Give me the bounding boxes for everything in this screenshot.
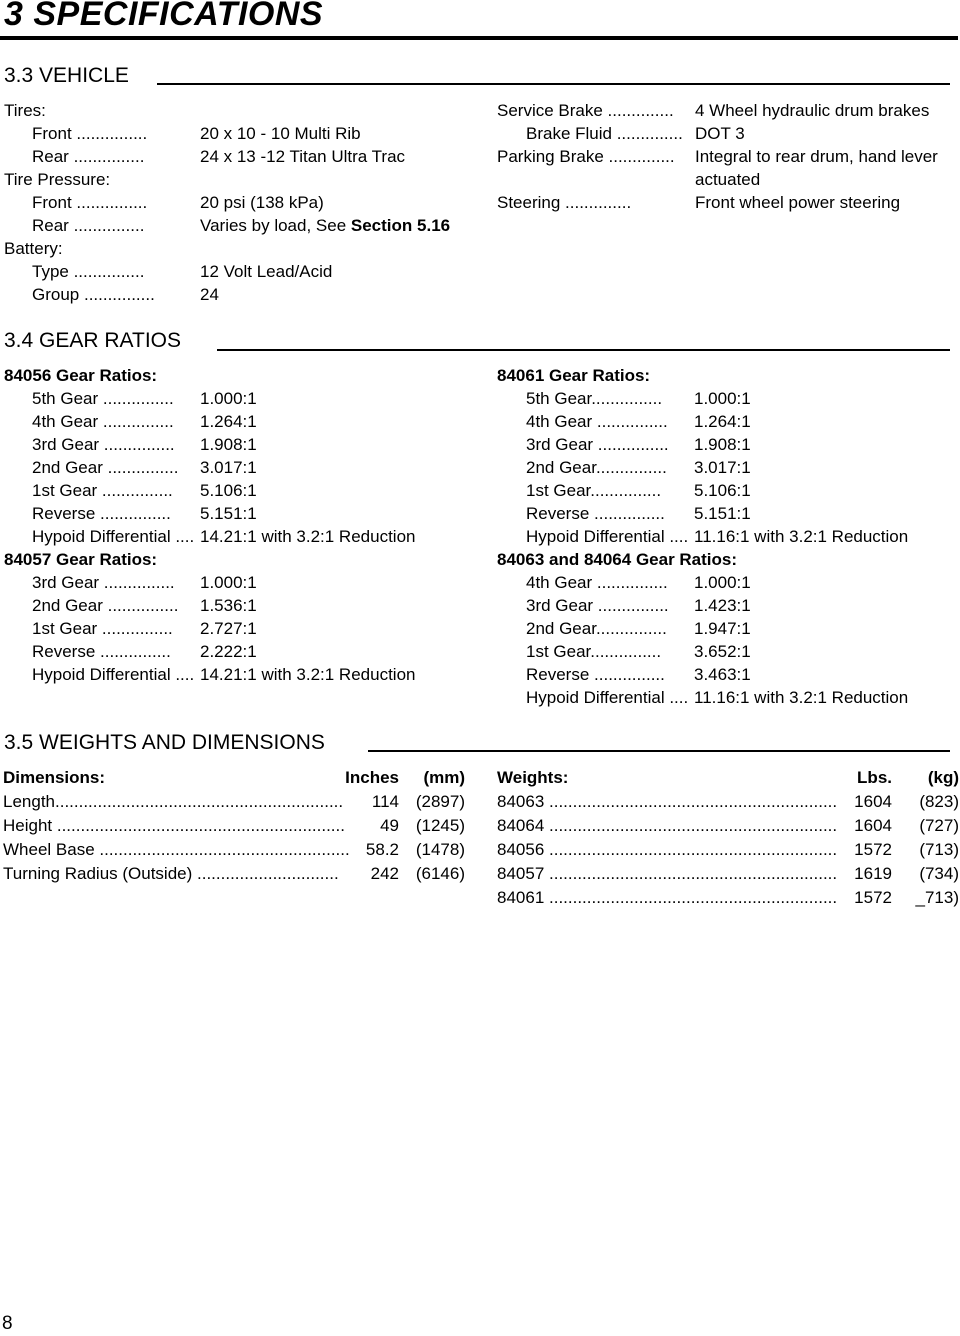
gear-label: 4th Gear ............... (526, 412, 668, 431)
spec-label: Battery: (4, 239, 63, 258)
spec-label: Rear ............... (32, 147, 145, 166)
gear-ratio: 11.16:1 with 3.2:1 Reduction (694, 688, 909, 707)
column-header-b: (kg) (927, 768, 959, 787)
gear-row (32, 640, 472, 663)
row-label: Height ............................................................. (3, 816, 345, 835)
spec-label: Tires: (4, 101, 46, 120)
table-row (3, 790, 465, 814)
spec-value-bold: Section 5.16 (350, 216, 451, 235)
gear-ratio: 2.222:1 (200, 642, 257, 661)
gear-label: 4th Gear ............... (32, 412, 174, 431)
gear-label: 1st Gear............... (526, 642, 662, 661)
gear-ratio: 14.21:1 with 3.2:1 Reduction (200, 527, 416, 546)
gear-label: Reverse ............... (32, 642, 171, 661)
chapter-title: 3 SPECIFICATIONS (4, 0, 324, 33)
spec-row (32, 260, 492, 283)
row-label: 84056 ............................................................. (497, 840, 838, 859)
spec-label: Tire Pressure: (4, 170, 111, 189)
gear-row (526, 410, 960, 433)
gear-label: 2nd Gear ............... (32, 458, 179, 477)
column-header-a: Lbs. (857, 768, 892, 787)
row-value-a: 1572 (854, 888, 892, 907)
row-value-b: (734) (919, 864, 959, 883)
spec-value-text: 20 x 10 - 10 Multi Rib (200, 124, 361, 143)
gear-label: 5th Gear ............... (32, 389, 174, 408)
gear-row (526, 525, 960, 548)
spec-value: Integral to rear drum, hand lever (695, 147, 938, 166)
gear-row (32, 525, 472, 548)
spec-label: Front ............... (32, 124, 148, 143)
weights-heading-rule (368, 750, 950, 752)
table-title: Dimensions: (3, 768, 106, 787)
gear-label: 2nd Gear............... (526, 458, 667, 477)
spec-row (32, 191, 492, 214)
gear-label: 5th Gear............... (526, 389, 663, 408)
spec-label: Front ............... (32, 193, 148, 212)
gear-ratio: 1.947:1 (694, 619, 751, 638)
row-value-a: 1572 (854, 840, 892, 859)
gear-label: 3rd Gear ............... (526, 596, 669, 615)
gear-ratio: 1.000:1 (694, 573, 751, 592)
spec-row (32, 145, 492, 168)
gear-row (32, 456, 472, 479)
row-value-b: (1245) (415, 816, 465, 835)
spec-row (4, 237, 464, 260)
gear-ratio: 1.000:1 (694, 389, 751, 408)
gear-ratio: 3.017:1 (200, 458, 257, 477)
row-value-a: 49 (380, 816, 399, 835)
spec-value (200, 214, 450, 237)
row-label: Wheel Base ..................................................... (3, 840, 350, 859)
table-row (3, 838, 465, 862)
spec-label: Steering .............. (497, 193, 632, 212)
spec-label: Service Brake .............. (497, 101, 674, 120)
gear-label: Reverse ............... (526, 665, 665, 684)
row-value-a: 1604 (854, 792, 892, 811)
spec-value-text: 24 x 13 -12 Titan Ultra Trac (200, 147, 406, 166)
spec-row (32, 122, 492, 145)
row-value-b: (1478) (415, 840, 465, 859)
gear-label: Hypoid Differential .... (32, 527, 195, 546)
gear-row (526, 456, 960, 479)
gear-label: 1st Gear ............... (32, 619, 173, 638)
row-label: 84057 ............................................................. (497, 864, 838, 883)
table-row (497, 814, 959, 838)
spec-label: Type ............... (32, 262, 145, 281)
gear-ratio: 1.423:1 (694, 596, 751, 615)
gear-label: 1st Gear............... (526, 481, 662, 500)
row-value-b: _713) (915, 888, 959, 907)
spec-value: 4 Wheel hydraulic drum brakes (695, 101, 930, 120)
table-header (497, 766, 959, 790)
gear-ratio: 1.000:1 (200, 389, 257, 408)
gear-label: Reverse ............... (32, 504, 171, 523)
spec-value (200, 145, 405, 168)
spec-value: actuated (695, 170, 761, 189)
table-row (3, 862, 465, 886)
gear-label: 3rd Gear ............... (32, 573, 175, 592)
table-row (497, 838, 959, 862)
spec-row (32, 283, 492, 306)
gear-row (32, 594, 472, 617)
gear-label: 4th Gear ............... (526, 573, 668, 592)
row-value-a: 242 (370, 864, 399, 883)
gear-ratio: 3.017:1 (694, 458, 751, 477)
gear-ratio: 14.21:1 with 3.2:1 Reduction (200, 665, 416, 684)
page-number: 8 (2, 1313, 13, 1334)
gear-heading-rule (217, 349, 950, 351)
gear-row (32, 663, 472, 686)
gear-row (32, 617, 472, 640)
gear-ratio: 1.908:1 (694, 435, 751, 454)
gear-ratio: 1.000:1 (200, 573, 257, 592)
spec-value-text: 12 Volt Lead/Acid (200, 262, 333, 281)
spec-label: Brake Fluid .............. (526, 124, 683, 143)
gear-label: Reverse ............... (526, 504, 665, 523)
gear-group-title: 84056 Gear Ratios: (4, 366, 158, 385)
gear-row (526, 617, 960, 640)
row-value-b: (727) (919, 816, 959, 835)
table-title: Weights: (497, 768, 569, 787)
gear-row (526, 686, 960, 709)
gear-ratio: 11.16:1 with 3.2:1 Reduction (694, 527, 909, 546)
spec-row (497, 168, 957, 191)
gear-ratio: 5.151:1 (694, 504, 751, 523)
gear-label: Hypoid Differential .... (526, 688, 689, 707)
spec-row (497, 191, 957, 214)
gear-ratio: 2.727:1 (200, 619, 257, 638)
spec-value-text: Varies by load, See (200, 216, 351, 235)
gear-row (32, 571, 472, 594)
table-row (497, 886, 959, 910)
gear-ratio: 1.908:1 (200, 435, 257, 454)
chapter-rule (0, 36, 958, 40)
vehicle-heading-rule (157, 83, 950, 85)
spec-value (200, 283, 219, 306)
row-label: 84063 ............................................................. (497, 792, 838, 811)
row-value-b: (823) (919, 792, 959, 811)
row-label: Length............................................................. (3, 792, 344, 811)
spec-value (200, 191, 324, 214)
gear-heading: 3.4 GEAR RATIOS (4, 329, 181, 352)
spec-row (32, 214, 492, 237)
gear-label: 2nd Gear ............... (32, 596, 179, 615)
gear-row (526, 640, 960, 663)
gear-row (32, 502, 472, 525)
spec-row (497, 145, 957, 168)
vehicle-heading: 3.3 VEHICLE (4, 64, 129, 87)
row-label: Turning Radius (Outside) .............................. (3, 864, 339, 883)
gear-label: 3rd Gear ............... (526, 435, 669, 454)
gear-row (32, 410, 472, 433)
gear-row (526, 502, 960, 525)
gear-row (526, 663, 960, 686)
column-header-b: (mm) (423, 768, 465, 787)
spec-label: Parking Brake .............. (497, 147, 675, 166)
gear-ratio: 1.264:1 (200, 412, 257, 431)
gear-ratio: 1.264:1 (694, 412, 751, 431)
spec-label: Rear ............... (32, 216, 145, 235)
weights-heading: 3.5 WEIGHTS AND DIMENSIONS (4, 731, 325, 754)
gear-ratio: 1.536:1 (200, 596, 257, 615)
column-header-a: Inches (345, 768, 399, 787)
row-value-b: (6146) (415, 864, 465, 883)
row-value-a: 58.2 (365, 840, 399, 859)
spec-row (497, 99, 957, 122)
gear-row (32, 433, 472, 456)
gear-group-title: 84061 Gear Ratios: (497, 366, 651, 385)
gear-label: Hypoid Differential .... (526, 527, 689, 546)
spec-row (4, 168, 464, 191)
gear-row (526, 571, 960, 594)
table-row (497, 862, 959, 886)
gear-label: 2nd Gear............... (526, 619, 667, 638)
gear-ratio: 5.106:1 (200, 481, 257, 500)
row-value-a: 114 (371, 792, 399, 811)
spec-value-text: 24 (200, 285, 219, 304)
table-header (3, 766, 465, 790)
spec-row (526, 122, 960, 145)
gear-label: Hypoid Differential .... (32, 665, 195, 684)
table-row (497, 790, 959, 814)
table-row (3, 814, 465, 838)
gear-ratio: 3.652:1 (694, 642, 751, 661)
row-value-b: (2897) (415, 792, 465, 811)
gear-row (526, 433, 960, 456)
gear-group-title: 84063 and 84064 Gear Ratios: (497, 550, 738, 569)
spec-value: DOT 3 (695, 124, 745, 143)
spec-value: Front wheel power steering (695, 193, 901, 212)
row-value-a: 1619 (854, 864, 892, 883)
gear-row (526, 594, 960, 617)
spec-value (200, 122, 361, 145)
spec-label: Group ............... (32, 285, 155, 304)
spec-value (200, 260, 332, 283)
gear-ratio: 5.106:1 (694, 481, 751, 500)
gear-group-title: 84057 Gear Ratios: (4, 550, 158, 569)
row-value-b: (713) (919, 840, 959, 859)
gear-label: 1st Gear ............... (32, 481, 173, 500)
gear-label: 3rd Gear ............... (32, 435, 175, 454)
gear-ratio: 5.151:1 (200, 504, 257, 523)
gear-row (32, 387, 472, 410)
gear-row (526, 387, 960, 410)
gear-row (32, 479, 472, 502)
spec-value-text: 20 psi (138 kPa) (200, 193, 324, 212)
gear-ratio: 3.463:1 (694, 665, 751, 684)
row-label: 84064 ............................................................. (497, 816, 838, 835)
spec-row (4, 99, 464, 122)
row-value-a: 1604 (854, 816, 892, 835)
gear-row (526, 479, 960, 502)
row-label: 84061 ............................................................. (497, 888, 838, 907)
